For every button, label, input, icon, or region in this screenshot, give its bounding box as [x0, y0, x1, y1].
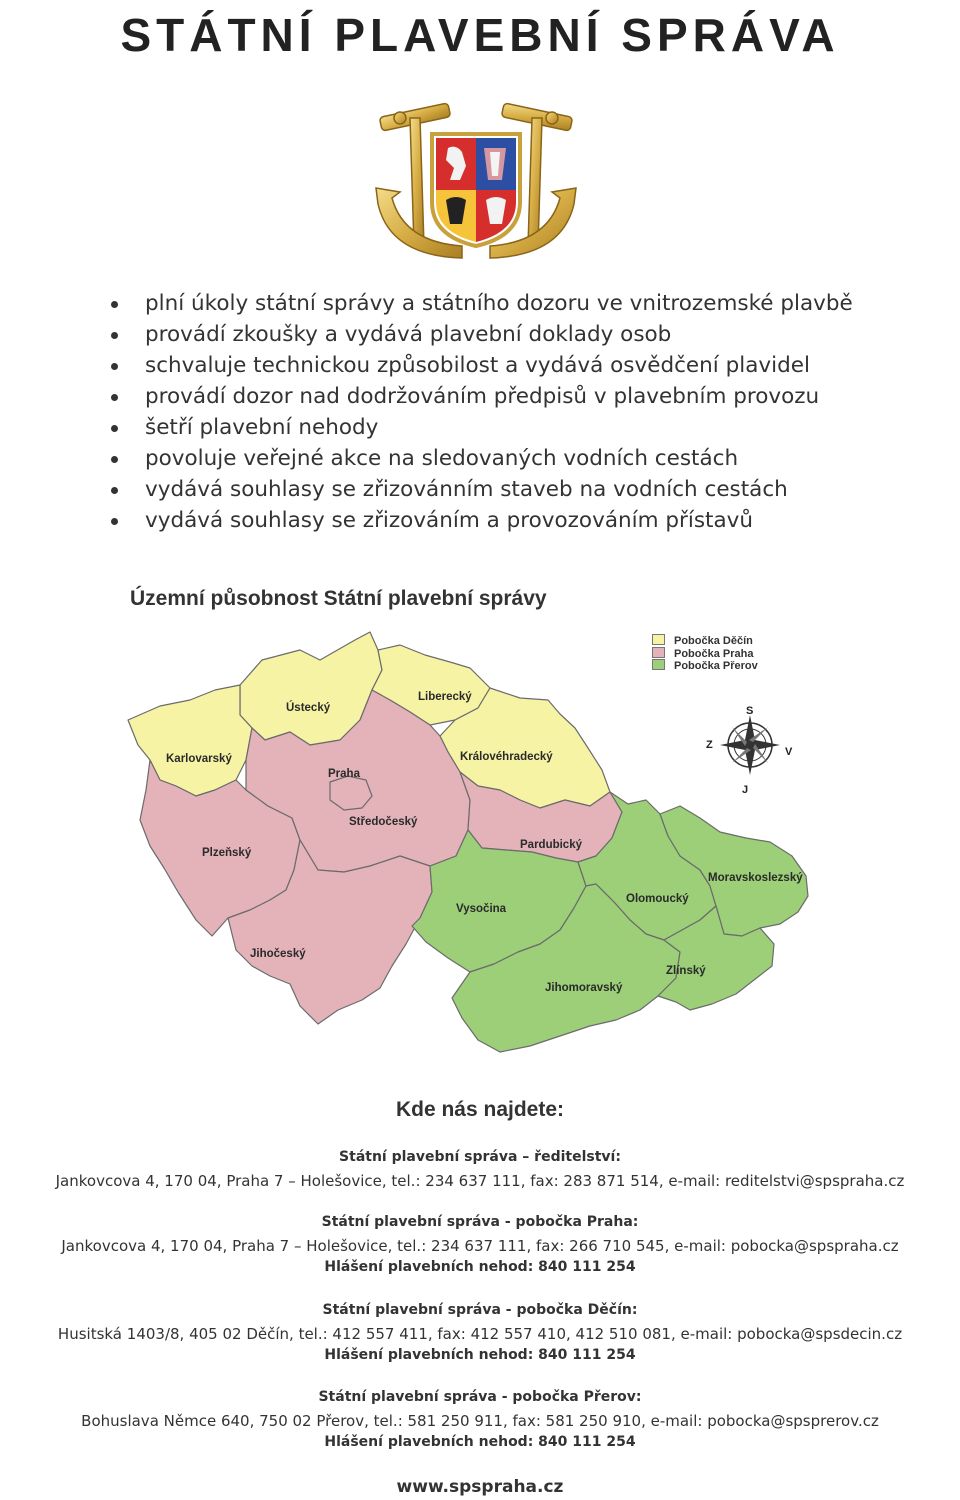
label-ustecky: Ústecký — [286, 702, 331, 714]
list-item: vydává souhlasy se zřizovánním staveb na vodních cestách — [108, 474, 853, 505]
praha-address: Jankovcova 4, 170 04, Praha 7 – Holešovice, tel.: 234 637 111, fax: 266 710 545, e-mail: pobocka@spspraha.cz — [61, 1237, 899, 1255]
duties-list — [108, 288, 853, 536]
praha-hotline: Hlášení plavebních nehod: 840 111 254 — [324, 1259, 636, 1275]
prerov-address: Bohuslava Němce 640, 750 02 Přerov, tel.: 581 250 911, fax: 581 250 910, e-mail: pobocka@spsprerov.cz — [81, 1412, 879, 1430]
label-jihocesky: Jihočeský — [250, 948, 306, 960]
hq-title: Státní plavební správa – ředitelství: — [339, 1149, 621, 1165]
hq-address: Jankovcova 4, 170 04, Praha 7 – Holešovice, tel.: 234 637 111, fax: 283 871 514, e-mail: reditelstvi@spspraha.cz — [55, 1172, 905, 1190]
prerov-hotline: Hlášení plavebních nehod: 840 111 254 — [324, 1434, 636, 1450]
compass-south: J — [742, 784, 749, 796]
compass-east: V — [785, 746, 793, 758]
legend-item: Pobočka Děčín — [652, 634, 758, 646]
label-vysocina: Vysočina — [456, 903, 507, 915]
legend-item: Pobočka Praha — [652, 647, 758, 659]
coat-of-arms-emblem — [370, 96, 582, 268]
list-item: schvaluje technickou způsobilost a vydává osvědčení plavidel — [108, 350, 853, 381]
label-praha: Praha — [328, 768, 360, 780]
map-title: Územní působnost Státní plavební správy — [130, 587, 547, 610]
label-moravskoslezsky: Moravskoslezský — [708, 872, 803, 884]
label-kralovehradecky: Královéhradecký — [460, 751, 553, 763]
list-item: provádí zkoušky a vydává plavební doklady osob — [108, 319, 853, 350]
label-olomoucky: Olomoucký — [626, 893, 689, 905]
decin-address: Husitská 1403/8, 405 02 Děčín, tel.: 412 557 411, fax: 412 557 410, 412 510 081, e-mail: pobocka@spsdecin.cz — [57, 1325, 903, 1343]
czech-regions-map — [0, 610, 960, 1080]
list-item: šetří plavební nehody — [108, 412, 853, 443]
decin-hotline: Hlášení plavebních nehod: 840 111 254 — [324, 1347, 636, 1363]
list-item: provádí dozor nad dodržováním předpisů v plavebním provozu — [108, 381, 853, 412]
label-plzensky: Plzeňský — [202, 847, 252, 859]
page-title: STÁTNÍ PLAVEBNÍ SPRÁVA — [120, 9, 840, 61]
website-link[interactable]: www.spspraha.cz — [396, 1477, 564, 1497]
legend-item: Pobočka Přerov — [652, 659, 758, 671]
prerov-title: Státní plavební správa - pobočka Přerov: — [318, 1389, 642, 1405]
shield-icon — [432, 134, 520, 246]
label-jihomoravsky: Jihomoravský — [545, 982, 623, 994]
list-item: plní úkoly státní správy a státního dozoru ve vnitrozemské plavbě — [108, 288, 853, 319]
list-item: povoluje veřejné akce na sledovaných vodních cestách — [108, 443, 853, 474]
label-zlinsky: Zlínský — [666, 965, 706, 977]
label-liberecky: Liberecký — [418, 691, 472, 703]
label-stredocesky: Středočeský — [349, 816, 418, 828]
praha-title: Státní plavební správa - pobočka Praha: — [321, 1214, 639, 1230]
list-item: vydává souhlasy se zřizováním a provozováním přístavů — [108, 505, 853, 536]
compass-rose-icon — [720, 715, 780, 775]
compass-west: Z — [706, 739, 713, 751]
decin-title: Státní plavební správa - pobočka Děčín: — [322, 1302, 638, 1318]
region-karlovarsky — [128, 685, 252, 796]
label-karlovarsky: Karlovarský — [166, 753, 232, 765]
label-pardubicky: Pardubický — [520, 839, 582, 851]
compass-north: S — [746, 705, 754, 717]
contacts-heading: Kde nás najdete: — [395, 1098, 565, 1121]
